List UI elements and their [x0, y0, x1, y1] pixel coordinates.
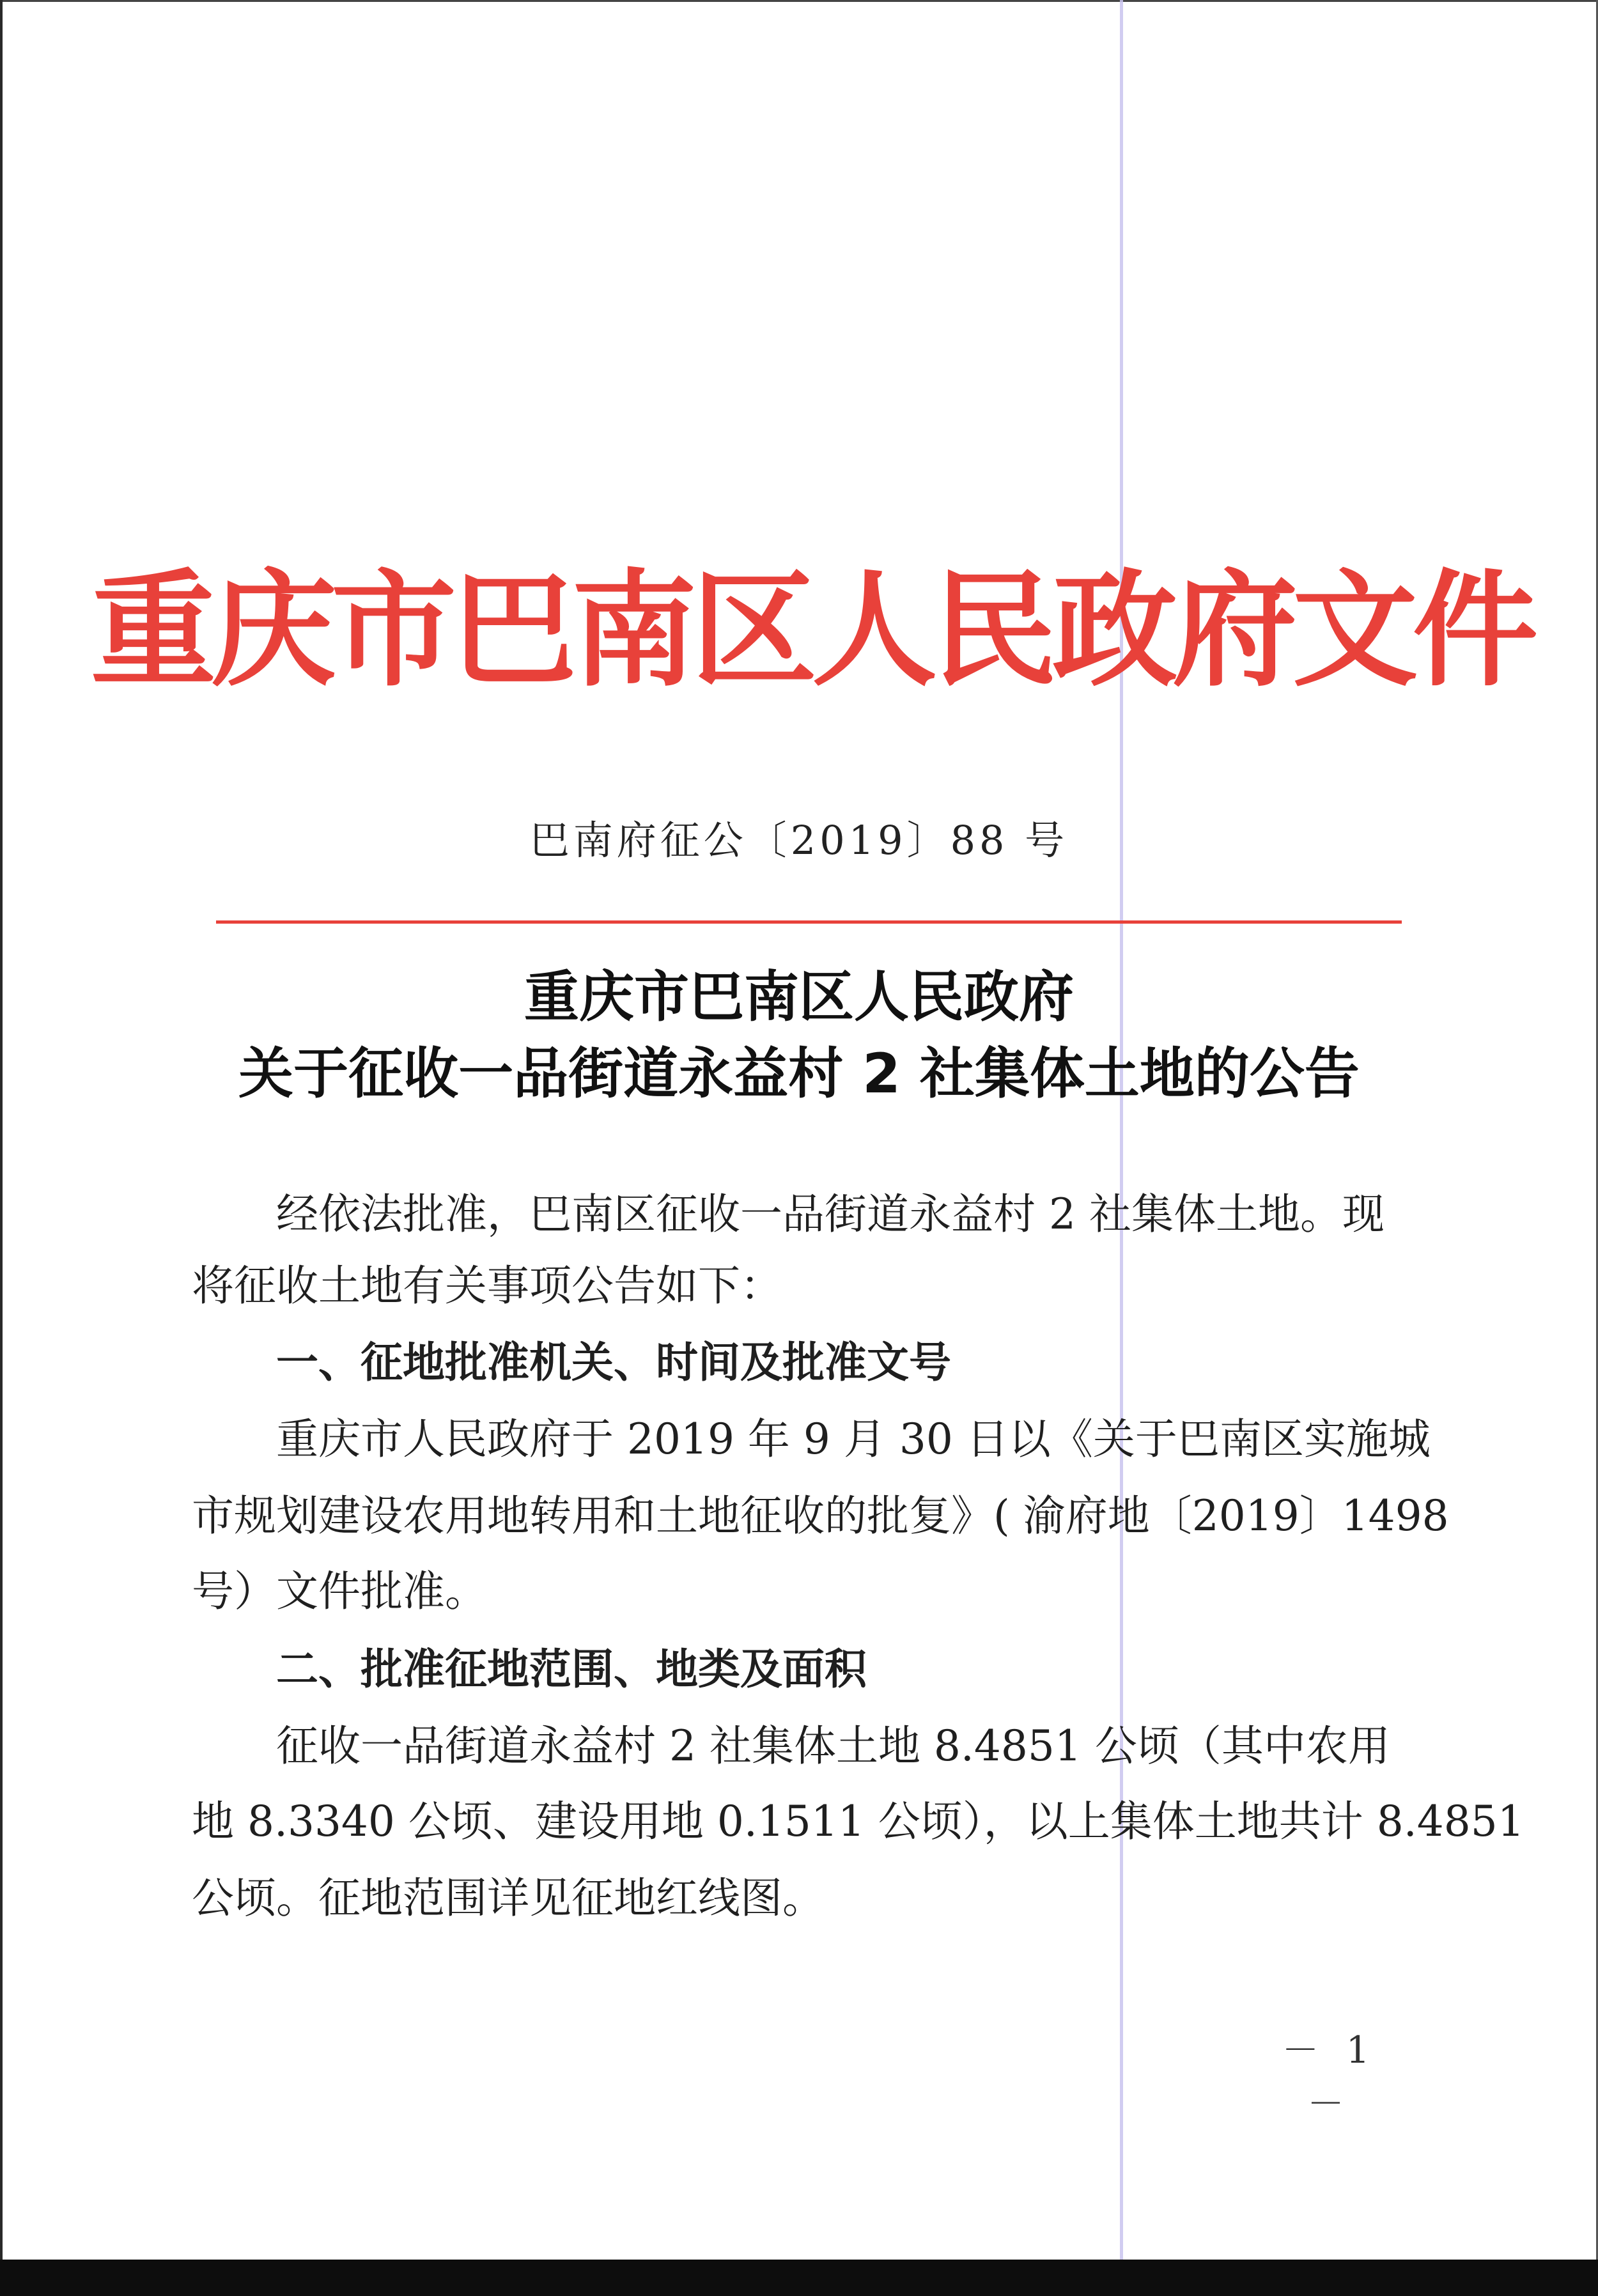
scan-fold-line [1120, 0, 1123, 2296]
scan-bottom-edge [0, 2260, 1598, 2296]
paragraph-1-line-2: 将征收土地有关事项公告如下： [192, 1261, 782, 1310]
section-heading-2: 二、批准征地范围、地类及面积 [276, 1645, 867, 1694]
paragraph-1-line-1: 经依法批准，巴南区征收一品街道永益村 2 社集体土地。现 [276, 1190, 1385, 1239]
scan-edge-top [0, 0, 1598, 2]
page-number: － 1 － [1282, 2028, 1377, 2125]
paragraph-3-line-2: 地 8.3340 公顷、建设用地 0.1511 公顷），以上集体土地共计 8.4851 [192, 1797, 1524, 1846]
document-masthead: 重庆市巴南区人民政府文件 [91, 557, 1533, 704]
document-number: 巴南府征公〔2019〕88 号 [529, 817, 1069, 864]
paragraph-3-line-1: 征收一品街道永益村 2 社集体土地 8.4851 公顷（其中农用 [276, 1721, 1390, 1771]
red-divider-rule [216, 920, 1402, 924]
section-heading-1: 一、征地批准机关、时间及批准文号 [276, 1338, 951, 1387]
paragraph-3-line-3: 公顷。征地范围详见征地红线图。 [192, 1873, 825, 1923]
notice-title-line-1: 重庆市巴南区人民政府 [524, 965, 1074, 1029]
scan-edge-left [0, 0, 3, 2296]
paragraph-2-line-3: 号）文件批准。 [192, 1567, 487, 1616]
paragraph-2-line-2: 市规划建设农用地转用和土地征收的批复》( 渝府地〔2019〕1498 [192, 1491, 1449, 1540]
paragraph-2-line-1: 重庆市人民政府于 2019 年 9 月 30 日以《关于巴南区实施城 [276, 1415, 1431, 1464]
notice-title-line-2: 关于征收一品街道永益村 2 社集体土地的公告 [238, 1042, 1360, 1106]
